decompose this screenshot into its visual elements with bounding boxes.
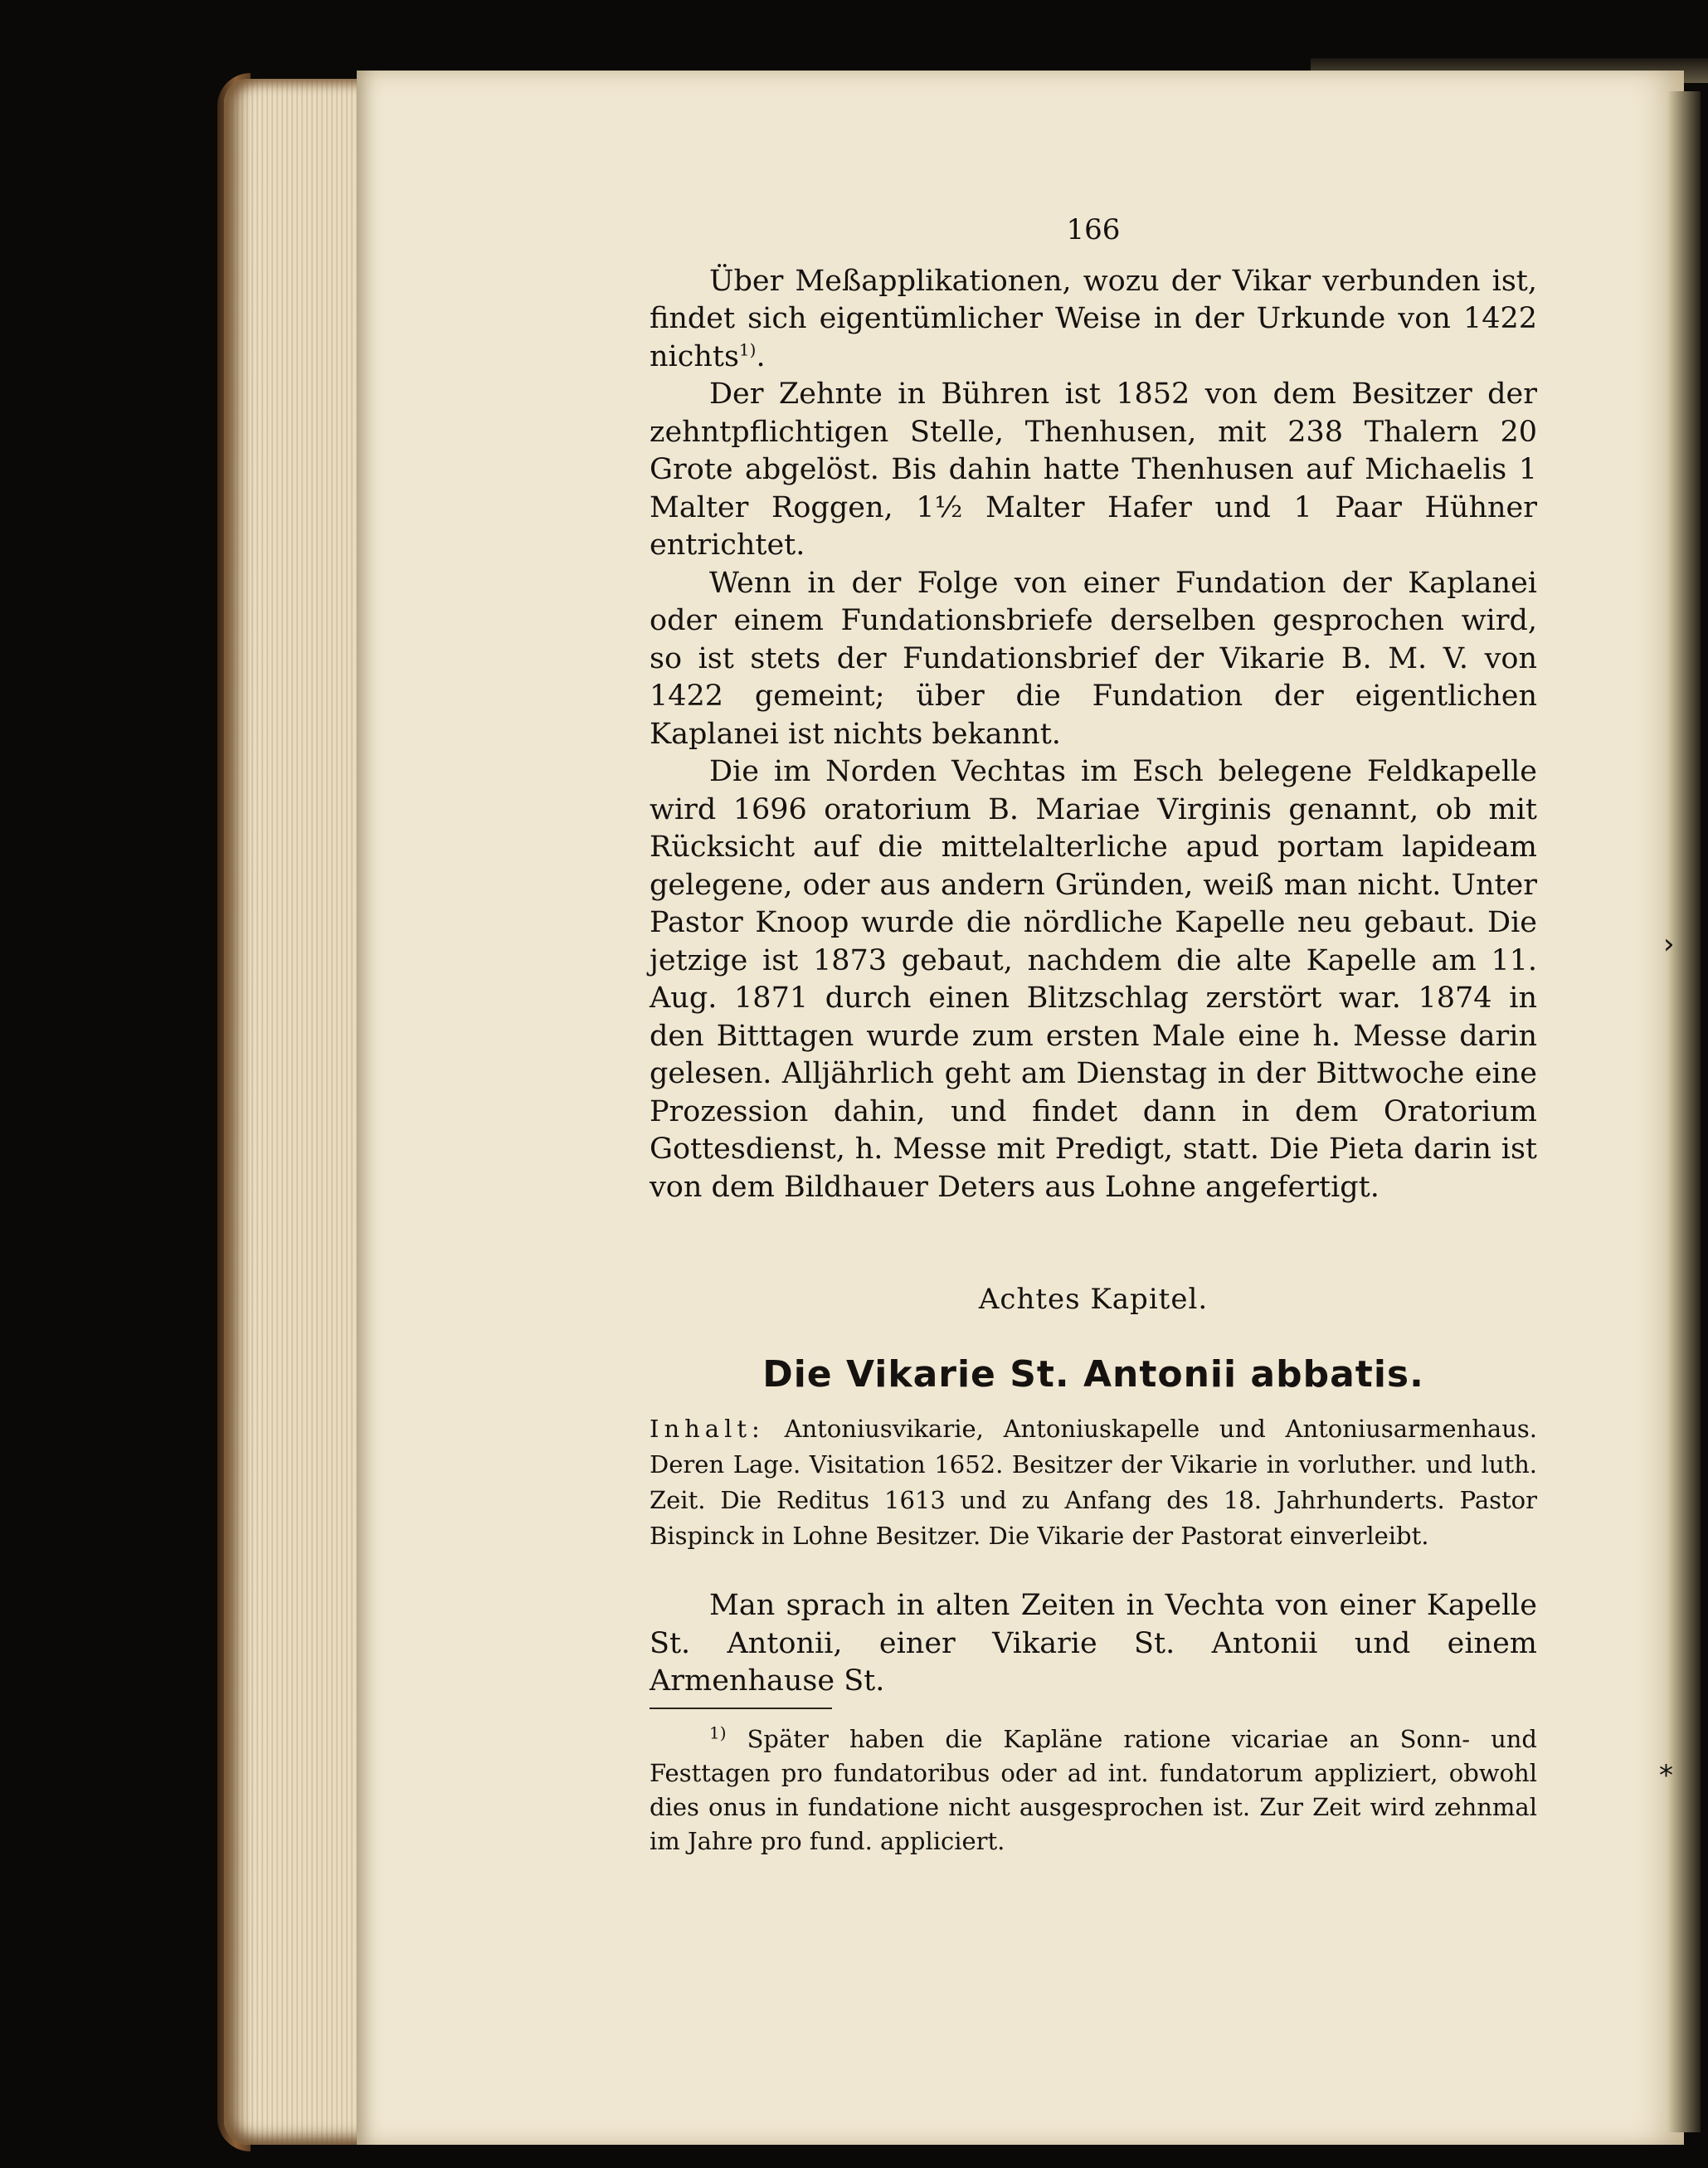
summary-label: Inhalt:	[650, 1415, 765, 1443]
closing-paragraph: Man sprach in alten Zeiten in Vechta von einer Kapelle St. Antonii, einer Vikarie St. Antonii und einem Armenhause St.	[650, 1589, 1537, 1698]
page-number: 166	[1066, 213, 1121, 246]
summary-text: Antoniusvikarie, Antoniuskapelle und Antoniusarmenhaus. Deren Lage. Visitation 1652. Besitzer der Vikarie in vorluther. und luth. Zeit. Die Reditus 1613 und zu Anfang des 18. Jahrhunderts. Pastor Bispinck in Lohne Besitzer. Die Vikarie der Pastorat einverleibt.	[650, 1415, 1538, 1550]
margin-asterisk-mark: *	[1659, 1759, 1673, 1792]
book-gutter	[1667, 91, 1701, 2132]
paragraph-1	[650, 263, 1537, 377]
paragraph-3: Wenn in der Folge von einer Fundation der Kaplanei oder einem Fundationsbriefe derselben gesprochen wird, so ist stets der Fundationsbrief der Vikarie B. M. V. von 1422 gemeint; über die Fundation der eigentlichen Kaplanei ist nichts bekannt.	[650, 566, 1537, 751]
paragraph-1-text: Über Meßapplikationen, wozu der Vikar verbunden ist, findet sich eigentümlicher Weise in der Urkunde von 1422 nichts	[650, 264, 1537, 373]
footnote-marker-ref: 1)	[738, 339, 757, 359]
footnote	[650, 1722, 1537, 1859]
paragraph-1-end: .	[756, 339, 766, 373]
chapter-label: Achtes Kapitel.	[978, 1283, 1209, 1316]
footnote-marker: 1)	[709, 1722, 727, 1742]
margin-arrow-mark: ›	[1663, 928, 1675, 961]
paragraph-2: Der Zehnte in Bühren ist 1852 von dem Besitzer der zehntpflichtigen Stelle, Thenhusen, mit 238 Thalern 20 Grote abgelöst. Bis dahin hatte Thenhusen auf Michaelis 1 Malter Roggen, 1½ Malter Hafer und 1 Paar Hühner entrichtet.	[650, 378, 1537, 562]
footnote-divider	[650, 1708, 832, 1709]
chapter-title: Die Vikarie St. Antonii abbatis.	[762, 1352, 1424, 1396]
page-text-block	[650, 212, 1537, 1859]
footnote-text: Später haben die Kapläne ratione vicariae an Sonn- und Festtagen pro fundatoribus oder ad int. fundatorum appliziert, obwohl dies onus in fundatione nicht ausgesprochen ist. Zur Zeit wird zehnmal im Jahre pro fund. appliciert.	[650, 1724, 1537, 1855]
chapter-summary	[650, 1411, 1537, 1554]
paragraph-4: Die im Norden Vechtas im Esch belegene Feldkapelle wird 1696 oratorium B. Mariae Virginis genannt, ob mit Rücksicht auf die mittelalterliche apud portam lapideam gelegene, oder aus andern Gründen, weiß man nicht. Unter Pastor Knoop wurde die nördliche Kapelle neu gebaut. Die jetzige ist 1873 gebaut, nachdem die alte Kapelle am 11. Aug. 1871 durch einen Blitzschlag zerstört war. 1874 in den Bitttagen wurde zum ersten Male eine h. Messe darin gelesen. Alljährlich geht am Dienstag in der Bittwoche eine Prozession dahin, und findet dann in dem Oratorium Gottesdienst, h. Messe mit Predigt, statt. Die Pieta darin ist von dem Bildhauer Deters aus Lohne angefertigt.	[650, 755, 1537, 1204]
